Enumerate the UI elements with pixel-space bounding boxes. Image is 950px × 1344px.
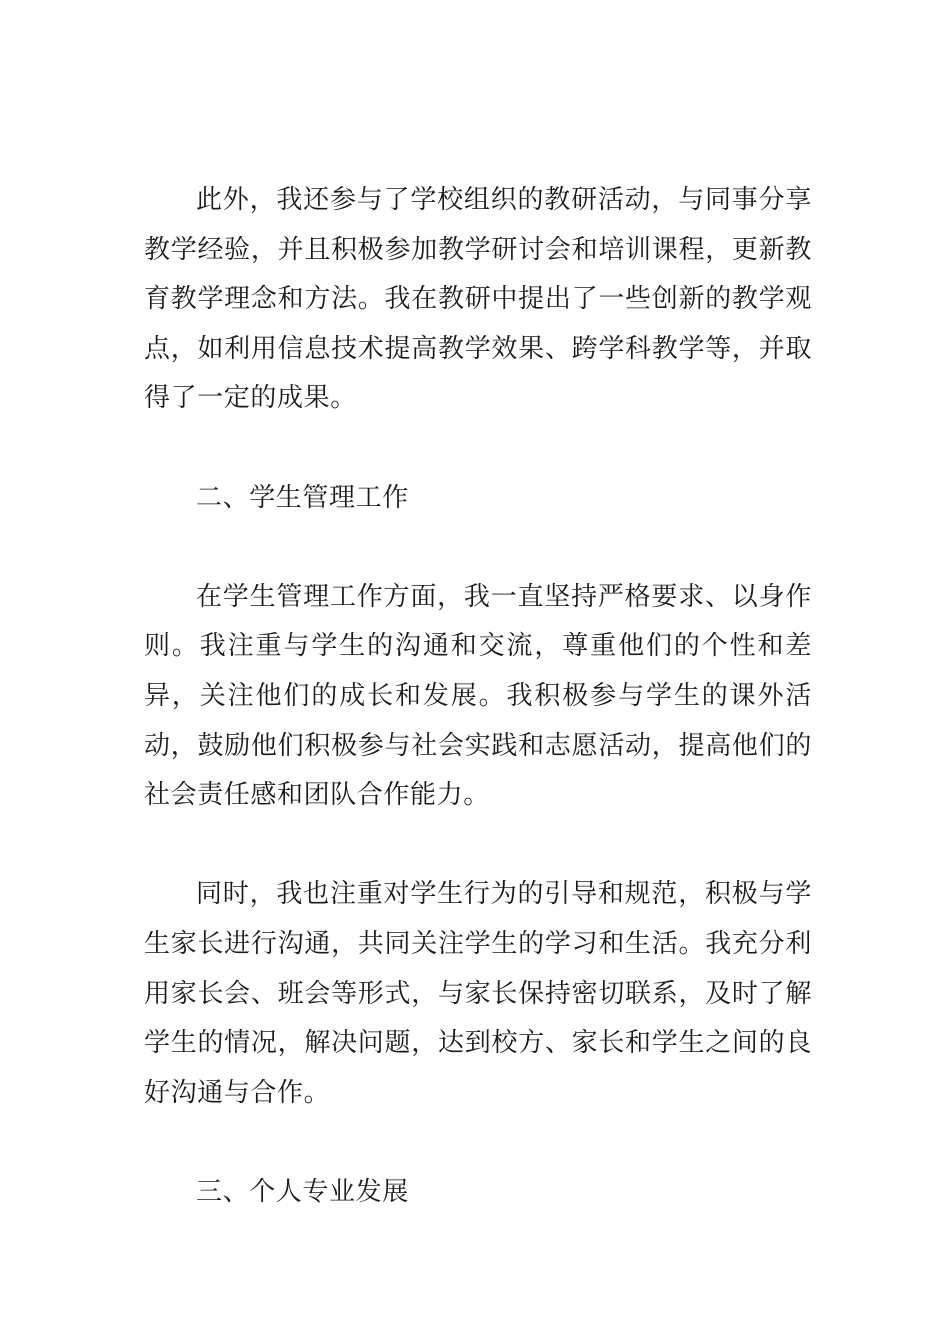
paragraph-gap — [144, 424, 812, 474]
paragraph-student-management: 在学生管理工作方面，我一直坚持严格要求、以身作则。我注重与学生的沟通和交流，尊重他们的个性和差异，关注他们的成长和发展。我积极参与学生的课外活动，鼓励他们积极参与社会实践和志愿活动，提高他们的社会责任感和团队合作能力。 — [144, 581, 812, 811]
paragraph-gap — [144, 821, 812, 871]
paragraph-gap — [144, 523, 812, 573]
document-body — [144, 176, 812, 1217]
paragraph-teaching-research: 此外，我还参与了学校组织的教研活动，与同事分享教学经验，并且积极参加教学研讨会和培训课程，更新教育教学理念和方法。我在教研中提出了一些创新的教学观点，如利用信息技术提高教学效果、跨学科教学等，并取得了一定的成果。 — [144, 185, 812, 414]
paragraph-parent-communication: 同时，我也注重对学生行为的引导和规范，积极与学生家长进行沟通，共同关注学生的学习和生活。我充分利用家长会、班会等形式，与家长保持密切联系，及时了解学生的情况，解决问题，达到校方、家长和学生之间的良好沟通与合作。 — [144, 879, 812, 1108]
section-heading-professional-development: 三、个人专业发展 — [196, 1176, 409, 1207]
paragraph-gap — [144, 1118, 812, 1168]
section-heading-student-management: 二、学生管理工作 — [196, 482, 409, 513]
